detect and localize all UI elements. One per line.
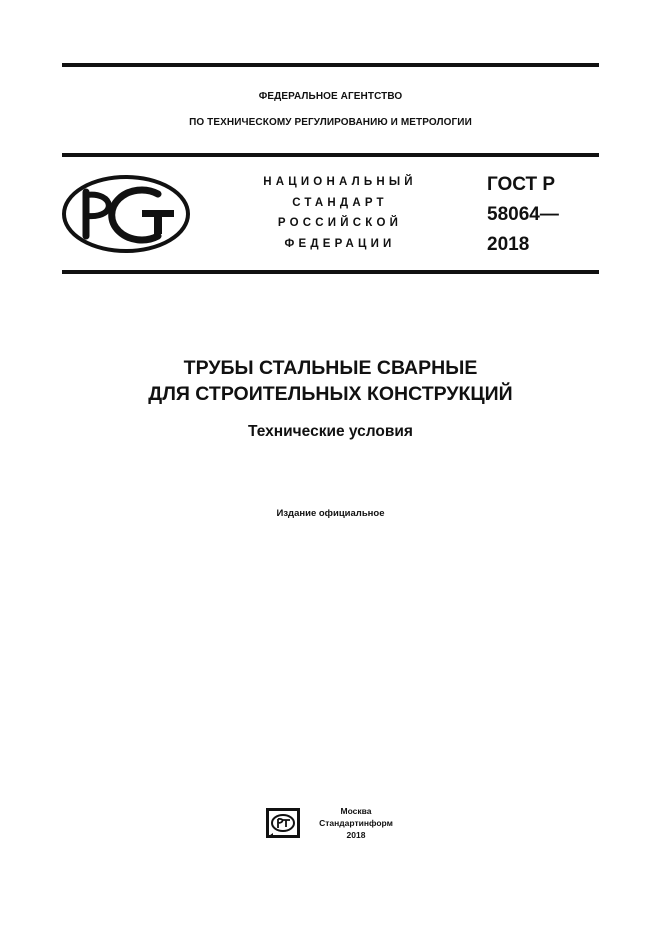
national-line-3: РОССИЙСКОЙ (277, 217, 403, 229)
imprint-city: Москва (340, 806, 372, 816)
standartinform-logo-icon (265, 807, 301, 839)
gost-r-logo-svg (60, 174, 192, 254)
imprint-publisher: Стандартинформ (319, 818, 393, 828)
national-standard-label (240, 172, 440, 254)
document-title (0, 355, 661, 407)
national-line-4: ФЕДЕРАЦИИ (284, 237, 396, 250)
top-rule (62, 63, 599, 67)
agency-line-1: ФЕДЕРАЛЬНОЕ АГЕНТСТВО (258, 91, 403, 102)
imprint (308, 805, 404, 841)
national-line-2: СТАНДАРТ (292, 196, 388, 209)
standard-designation (487, 170, 559, 260)
national-line-1: НАЦИОНАЛЬНЫЙ (263, 176, 417, 188)
standartinform-logo-svg (265, 807, 301, 839)
standard-block-top-rule (62, 153, 599, 157)
imprint-year: 2018 (346, 830, 366, 840)
designation-line-1: ГОСТ Р (487, 174, 556, 195)
edition-note: Издание официальное (276, 508, 385, 519)
agency-line-2: ПО ТЕХНИЧЕСКОМУ РЕГУЛИРОВАНИЮ И МЕТРОЛОГИИ (189, 117, 472, 128)
designation-line-2: 58064— (487, 204, 559, 225)
title-line-2: ДЛЯ СТРОИТЕЛЬНЫХ КОНСТРУКЦИЙ (148, 383, 513, 405)
document-subtitle: Технические условия (248, 423, 413, 440)
gost-r-logo-icon (60, 174, 192, 254)
designation-line-3: 2018 (487, 234, 530, 255)
standard-block-bottom-rule (62, 270, 599, 274)
title-line-1: ТРУБЫ СТАЛЬНЫЕ СВАРНЫЕ (183, 357, 478, 379)
